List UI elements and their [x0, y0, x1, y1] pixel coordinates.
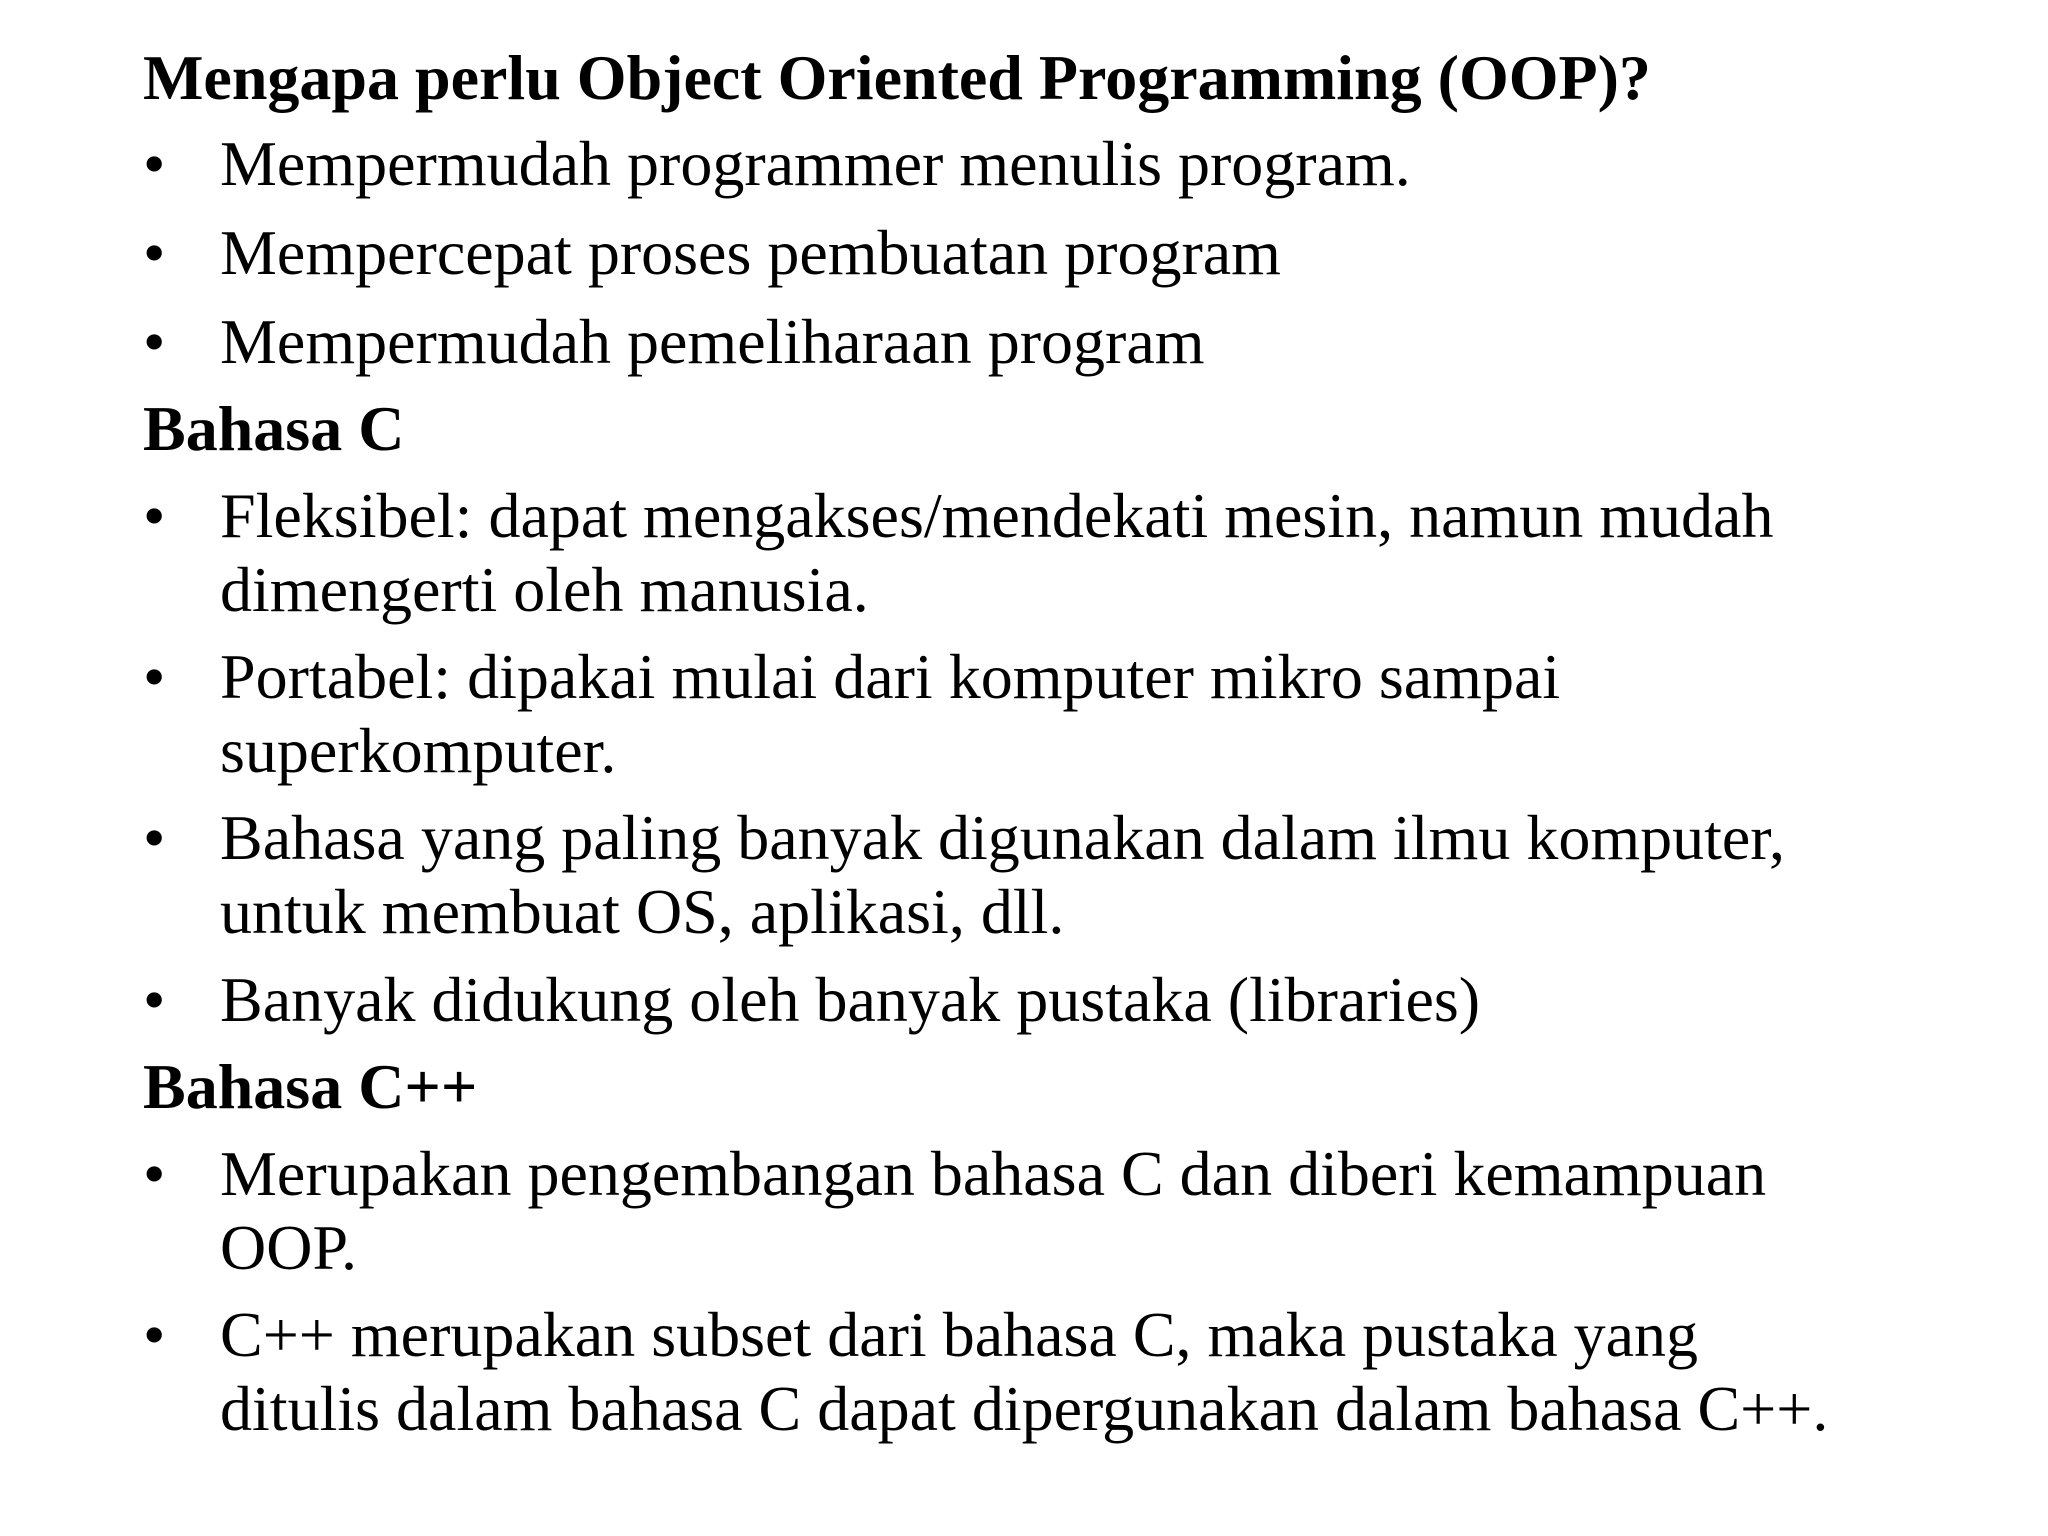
- slide-content: [143, 40, 2023, 1459]
- list-why-oop: [143, 126, 2023, 380]
- bullet-icon: •: [143, 480, 166, 551]
- list-bahasa-cpp: [143, 1137, 2023, 1446]
- list-item-text-line: Portabel: dipakai mulai dari komputer mikro sampai: [220, 641, 1561, 712]
- heading-bahasa-cpp: Bahasa C++: [143, 1051, 478, 1122]
- list-item: [143, 1137, 2040, 1285]
- list-item-text-line: superkomputer.: [220, 715, 617, 786]
- list-item-text-line: dimengerti oleh manusia.: [220, 554, 869, 625]
- bullet-icon: •: [143, 802, 166, 873]
- list-item: [143, 215, 2040, 291]
- heading-why-oop: Mengapa perlu Object Oriented Programming (OOP)?: [143, 42, 1651, 113]
- list-item-text: Banyak didukung oleh banyak pustaka (libraries): [220, 964, 1481, 1035]
- bullet-icon: •: [143, 128, 166, 199]
- list-item: [143, 801, 2040, 949]
- bullet-icon: •: [143, 1299, 166, 1370]
- list-item-text-line: untuk membuat OS, aplikasi, dll.: [220, 876, 1065, 947]
- list-item-text-line: Fleksibel: dapat mengakses/mendekati mesin, namun mudah: [220, 480, 1774, 551]
- list-item: [143, 304, 2040, 380]
- list-item-text-line: ditulis dalam bahasa C dapat dipergunakan dalam bahasa C++.: [220, 1373, 1829, 1444]
- bullet-icon: •: [143, 1138, 166, 1209]
- list-item: [143, 1298, 2040, 1446]
- list-bahasa-c: [143, 479, 2023, 1038]
- list-item: [143, 640, 2040, 788]
- list-item: [143, 126, 2040, 202]
- list-item-text-line: Bahasa yang paling banyak digunakan dalam ilmu komputer,: [220, 802, 1786, 873]
- list-item-text-line: Merupakan pengembangan bahasa C dan diberi kemampuan: [220, 1138, 1767, 1209]
- list-item-text: Mempermudah pemeliharaan program: [220, 306, 1205, 377]
- list-item-text: Mempercepat proses pembuatan program: [220, 217, 1281, 288]
- heading-bahasa-c: Bahasa C: [143, 393, 405, 464]
- bullet-icon: •: [143, 641, 166, 712]
- bullet-icon: •: [143, 306, 166, 377]
- list-item-text-line: OOP.: [220, 1212, 357, 1283]
- list-item-text: Mempermudah programmer menulis program.: [220, 128, 1411, 199]
- list-item-text-line: C++ merupakan subset dari bahasa C, maka pustaka yang: [220, 1299, 1698, 1370]
- bullet-icon: •: [143, 964, 166, 1035]
- list-item: [143, 479, 2040, 627]
- list-item: [143, 962, 2040, 1038]
- bullet-icon: •: [143, 217, 166, 288]
